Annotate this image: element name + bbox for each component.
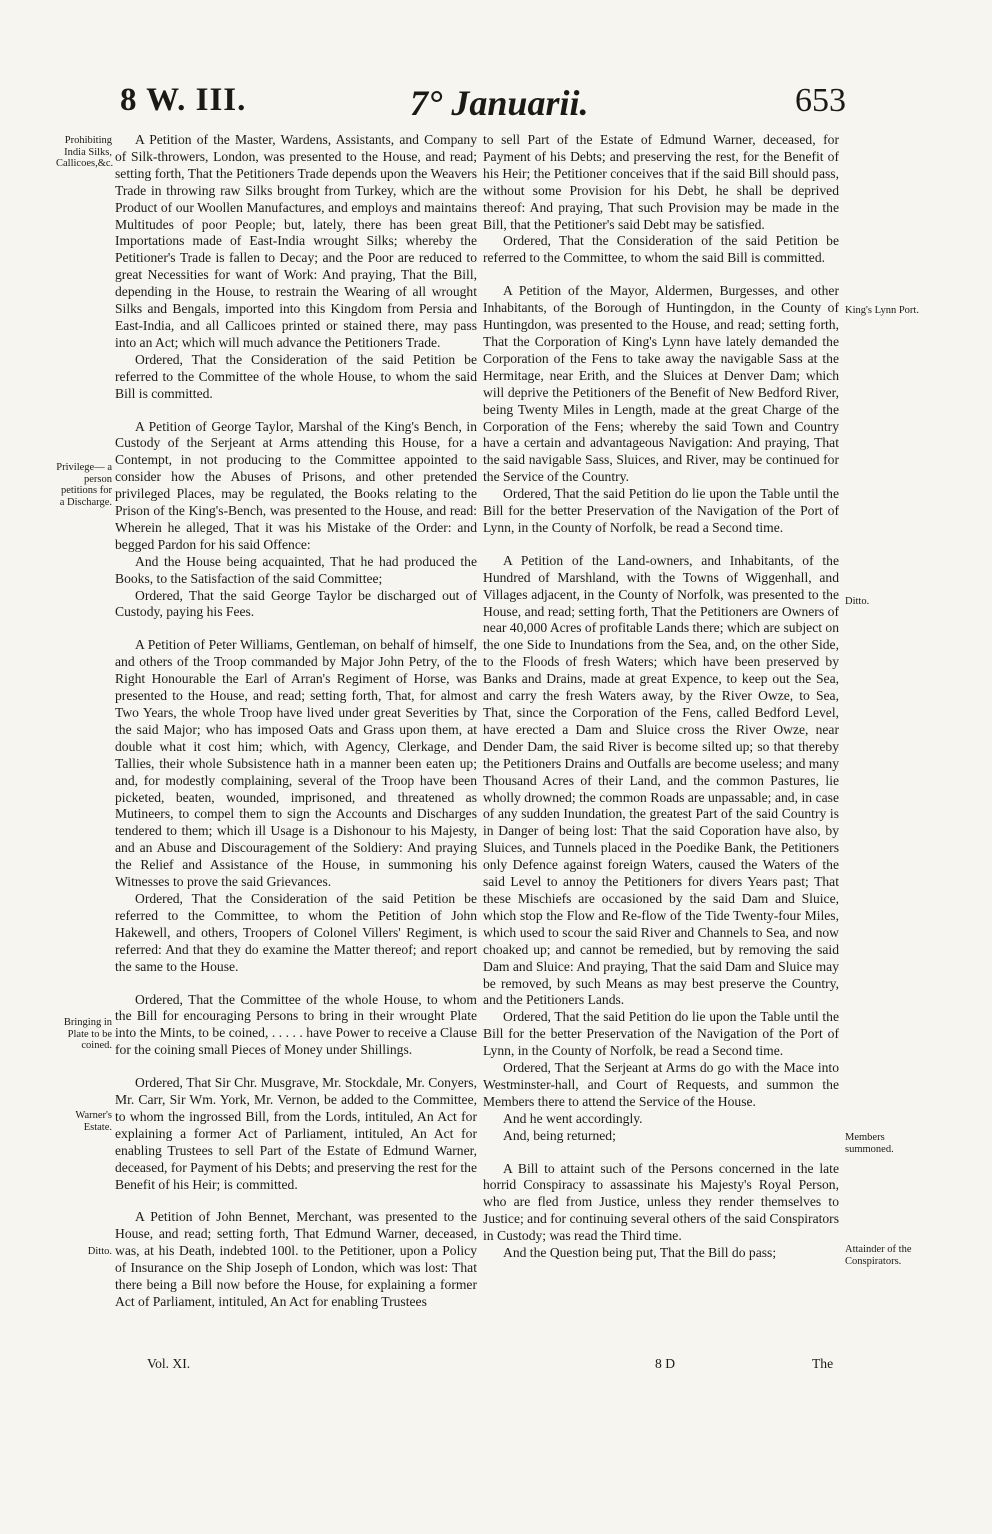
- paragraph: And he went accordingly.: [503, 1110, 643, 1126]
- margin-note-right: Attainder of the Conspirators.: [845, 1244, 912, 1267]
- paragraph: A Petition of the Land-owners, and Inhabitants, of the Hundred of Marshland, with the Towns of Wiggenhall, and Villages adjacent, in the County of Norfolk, was presented to the House, and read; setting forth, That the Petitioners are Owners of near 40,000 Acres of profitable Lands there; which are subject on the one Side to Inundations from the Sea, and, on the other Side, to the Floods of fresh Waters; which have been preserved by Banks and Drains, made at great Expence, to keep out the Sea, and carry the fresh Waters away, by the River Owze, to Sea, That, since the Corporation of the Fens, called Bedford Level, have erected a Dam and Sluice cross the River Owze, near Dender Dam, the said River is become silted up; so that thereby the Petitioners Drains and Outfalls are become useless; and many Thousand Acres of their Land, and the common Pastures, lie wholly drowned; the common Roads are unpassable; and, in case of any sudden Inundation, the greatest Part of the said Country is in Danger of being lost: That the said Coporation have also, by Sluices, and Tunnels placed in the Poedike Bank, the Petitioners only Defence against foreign Waters, caused the Waters of the said Level to annoy the Petitioners for divers Years past; That these Mischiefs are occasioned by the said Dam and Sluice, which stop the Flow and Re-flow of the Tide Twenty-four Miles, which used to scour the said River and Channels to Sea, and now choaked up; and cannot be remedied, but by removing the said Dam and Sluice: And praying, That the said Dam and Sluice may be removed, by such Means as may best preserve the Country, and the Petitioners Lands.: [483, 552, 839, 1008]
- paragraph: Ordered, That the Serjeant at Arms do go with the Mace into Westminster-hall, and Court of Requests, and summon the Members there to attend the Service of the House.: [483, 1060, 839, 1109]
- regnal-year: 8 W. III.: [120, 82, 247, 118]
- paragraph: And, being returned;: [503, 1127, 616, 1143]
- margin-note-left: Prohibiting India Silks, Callicoes,&c.: [56, 135, 114, 169]
- volume-mark: Vol. XI.: [147, 1356, 191, 1371]
- margin-note-left: Privilege— a person petitions for a Discharge.: [56, 462, 112, 508]
- paragraph: Ordered, That the Consideration of the said Petition be referred to the Committee, to whom the Petition of John Hakewell, and others, Troopers of Colonel Villers' Regiment, is referred: And that they do examine the Matter thereof; and report the same to the House.: [115, 890, 477, 974]
- margin-note-left: Ditto.: [87, 1246, 112, 1257]
- margin-note-right: King's Lynn Port.: [845, 305, 919, 316]
- paragraph: And the House being acquainted, That he had produced the Books, to the Satisfaction of the said Committee;: [115, 553, 477, 586]
- margin-note-right: Members summoned.: [845, 1132, 894, 1155]
- paragraph: A Petition of George Taylor, Marshal of the King's Bench, in Custody of the Serjeant at Arms attending this House, for a Contempt, in not producing to the Committee appointed to consider how the Abuses of Prisons, and other pretended privileged Places, may be regulated, the Books relating to the Prison of the King's-Bench, was presented to the House, and read: Wherein he alleged, That it was his Mistake of the Order: and begged Pardon for his said Offence:: [115, 418, 477, 552]
- paragraph: Ordered, That the said George Taylor be discharged out of Custody, paying his Fees.: [115, 587, 477, 620]
- paragraph: to sell Part of the Estate of Edmund Warner, deceased, for Payment of his Debts; and preserving the rest, for the Benefit of his Heir; the Petitioner conceives that if the said Bill should pass, without some Provision for his Debt, he shall be deprived thereof: And praying, That such Provision may be made in the Bill, that the Petitioner's said Debt may be satisfied.: [483, 132, 839, 232]
- paragraph: Ordered, That the Committee of the whole House, to whom the Bill for encouraging Persons to bring in their wrought Plate into the Mints, to be coined, . . . . . have Power to receive a Clause for the coining small Pieces of Money under Shillings.: [115, 991, 477, 1058]
- paragraph: A Petition of the Master, Wardens, Assistants, and Company of Silk-throwers, London, was presented to the House, and read; setting forth, That the Petitioners Trade depends upon the Weavers Trade in throwing raw Silks brought from Turkey, which are the Product of our Woollen Manufactures, and employs and maintains Multitudes of poor People; but, lately, there has been great Importations made of East-India wrought Silks; whereby the Petitioner's Trade is fallen to Decay; and the Poor are reduced to great Necessities for want of Work: And praying, That the Bill, depending in the House, to restrain the Wearing of all wrought Silks and Bengals, imported into this Kingdom from Persia and East-India, and all Callicoes printed or stained there, may pass into an Act; which will much advance the Petitioners Trade.: [115, 132, 477, 350]
- left-column: [115, 132, 477, 1311]
- paragraph: And the Question being put, That the Bill do pass;: [503, 1245, 777, 1261]
- catchword: The: [812, 1356, 834, 1371]
- margin-note-left: Warner's Estate.: [75, 1110, 112, 1133]
- margin-note-right: Ditto.: [845, 596, 870, 607]
- signature-mark: 8 D: [655, 1356, 676, 1371]
- paragraph: A Petition of John Bennet, Merchant, was presented to the House, and read; setting forth, That Edmund Warner, deceased, was, at his Death, indebted 100l. to the Petitioner, upon a Policy of Insurance on the Ship Joseph of London, which was lost: That there being a Bill now before the House, for explaining a former Act of Parliament, intituled, An Act for enabling Trustees: [115, 1209, 477, 1309]
- page-number: 653: [795, 82, 846, 119]
- paragraph: Ordered, That the Consideration of the said Petition be referred to the Committee of the whole House, to whom the said Bill is committed.: [115, 351, 477, 401]
- date-heading: 7° Januarii.: [410, 83, 589, 123]
- paragraph: Ordered, That the said Petition do lie upon the Table until the Bill for the better Preservation of the Navigation of the Port of Lynn, in the County of Norfolk, be read a Second time.: [483, 486, 839, 535]
- right-column: [483, 132, 839, 1262]
- paragraph: Ordered, That the said Petition do lie upon the Table until the Bill for the better Preservation of the Navigation of the Port of Lynn, in the County of Norfolk, be read a Second time.: [483, 1009, 839, 1059]
- margin-note-left: Bringing in Plate to be coined.: [63, 1017, 112, 1051]
- paragraph: A Bill to attaint such of the Persons concerned in the late horrid Conspiracy to assassinate his Majesty's Royal Person, who are fled from Justice, unless they render themselves to Justice; and for continuing several others of the said Conspirators in Custody; was read the Third time.: [483, 1160, 839, 1244]
- paragraph: A Petition of Peter Williams, Gentleman, on behalf of himself, and others of the Troop commanded by Major John Petry, of the Right Honourable the Earl of Arran's Regiment of Horse, was presented to the House, and read; setting forth, That, for almost Two Years, the whole Troop have lived under great Severities by the said Major; who has imposed Oats and Grass upon them, at double what it cost him; which, with Agency, Clerkage, and Tallies, their whole Subsistence hath in a manner been eaten up; and, for modestly complaining, several of the Troop have been picketed, beaten, wounded, imprisoned, and threatened as Mutineers, to compel them to sign the Accounts and Discharges tendered to them; which ill Usage is a Dishonour to his Majesty, and an Abuse and Discouragement of the Soldiery: And praying the Relief and Assistance of the House, in summoning his Witnesses to prove the said Grievances.: [115, 637, 477, 890]
- paragraph: Ordered, That Sir Chr. Musgrave, Mr. Stockdale, Mr. Conyers, Mr. Carr, Sir Wm. York, Mr. Vernon, be added to the Committee, to whom the ingrossed Bill, from the Lords, intituled, An Act for explaining a former Act of Parliament, intituled, An Act for enabling Trustees to sell Part of the Estate of Edmund Warner, deceased, for Payment of his Debts; and preserving the rest for the Benefit of his Heir; is committed.: [115, 1075, 477, 1192]
- paragraph: Ordered, That the Consideration of the said Petition be referred to the Committee, to whom the said Bill is committed.: [483, 233, 839, 266]
- paragraph: A Petition of the Mayor, Aldermen, Burgesses, and other Inhabitants, of the Borough of Huntingdon, in the County of Huntingdon, was presented to the House, and read; setting forth, That the Corporation of King's Lynn have lately demanded the Corporation of the Fens to take away the navigable Sass at the Hermitage, near Erith, and the Sluices at Denver Dam; which will deprive the Petitioners of the Benefit of New Bedford River, being Twenty Miles in Length, made at the great Charge of the Corporation of the Fens; whereby the said Town and Country have a certain and advantageous Navigation: And praying, That the said navigable Sass, Sluices, and River, may be continued for the Service of the Country.: [483, 283, 839, 485]
- page-header: [0, 82, 992, 132]
